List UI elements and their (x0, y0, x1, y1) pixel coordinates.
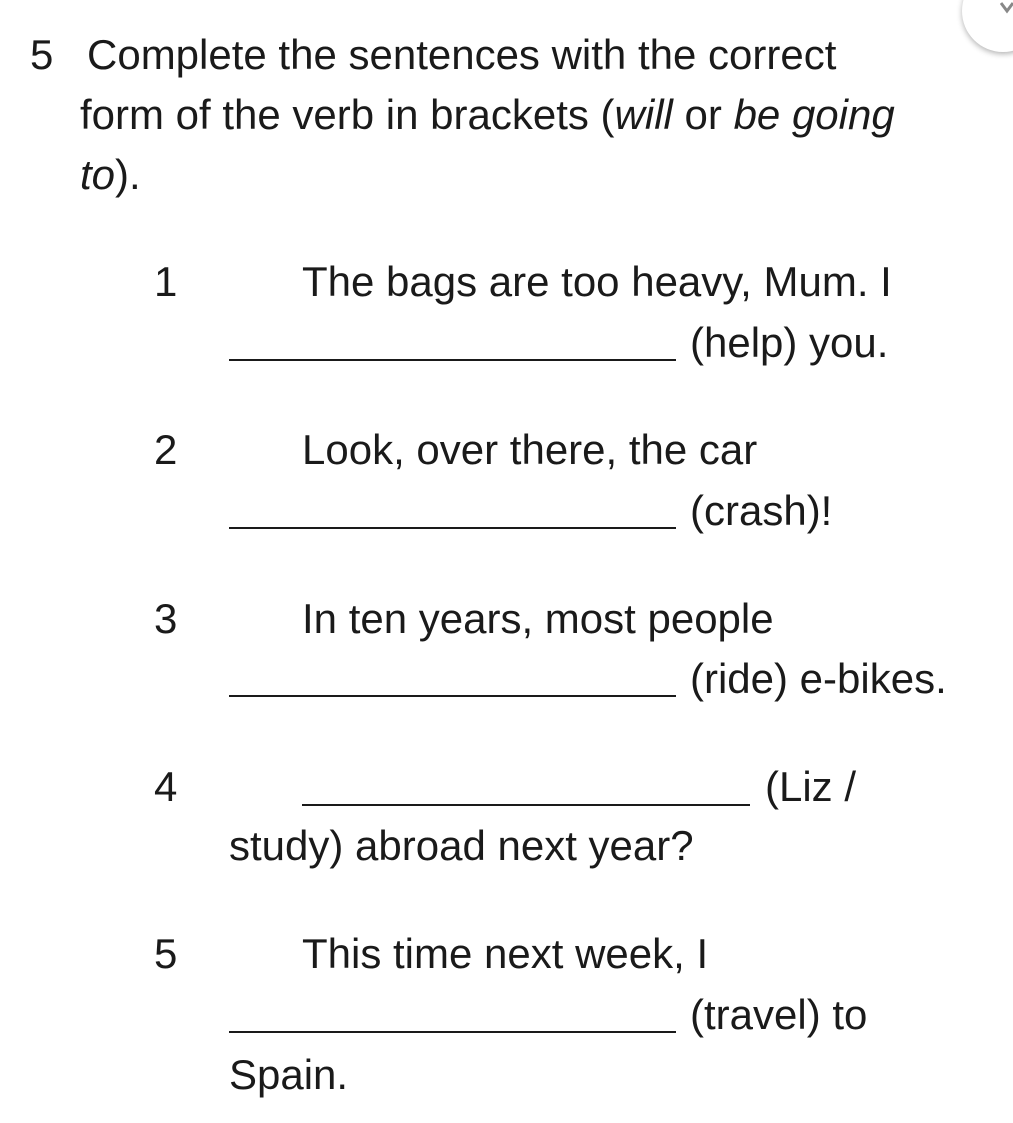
answer-blank[interactable] (229, 695, 676, 697)
instruction-line-1: Complete the sentences with the correct (87, 31, 837, 78)
item-number: 5 (154, 930, 178, 977)
answer-blank[interactable] (302, 804, 750, 806)
item-verb-prompt: (Liz / (765, 763, 857, 810)
instruction-be-going: be going (733, 91, 895, 138)
answer-blank[interactable] (229, 359, 676, 361)
item-sentence-start: The bags are too heavy, Mum. I (302, 258, 892, 305)
item-sentence-start: Look, over there, the car (302, 426, 758, 473)
item-sentence-start: In ten years, most people (302, 595, 774, 642)
exercise-number: 5 (30, 31, 54, 78)
item-verb-prompt: (ride) e-bikes. (690, 655, 947, 702)
answer-blank[interactable] (229, 1031, 676, 1033)
item-sentence-start: This time next week, I (302, 930, 709, 977)
item-verb-prompt: (travel) to (690, 991, 868, 1038)
answer-blank[interactable] (229, 527, 676, 529)
item-number: 3 (154, 595, 178, 642)
item-verb-prompt: (help) you. (690, 319, 889, 366)
item-verb-prompt: (crash)! (690, 487, 833, 534)
instruction-line-2: form of the verb in brackets (will or be going (80, 91, 895, 138)
instruction-line-3: to). (80, 151, 141, 198)
item-sentence-end: Spain. (229, 1051, 349, 1098)
corner-menu-button[interactable] (962, 0, 1013, 52)
chevron-down-icon (1000, 2, 1013, 14)
item-number: 4 (154, 763, 178, 810)
item-sentence-end: study) abroad next year? (229, 822, 694, 869)
item-number: 1 (154, 258, 178, 305)
instruction-will: will (614, 91, 673, 138)
instruction-to: to (80, 151, 116, 198)
item-number: 2 (154, 426, 178, 473)
